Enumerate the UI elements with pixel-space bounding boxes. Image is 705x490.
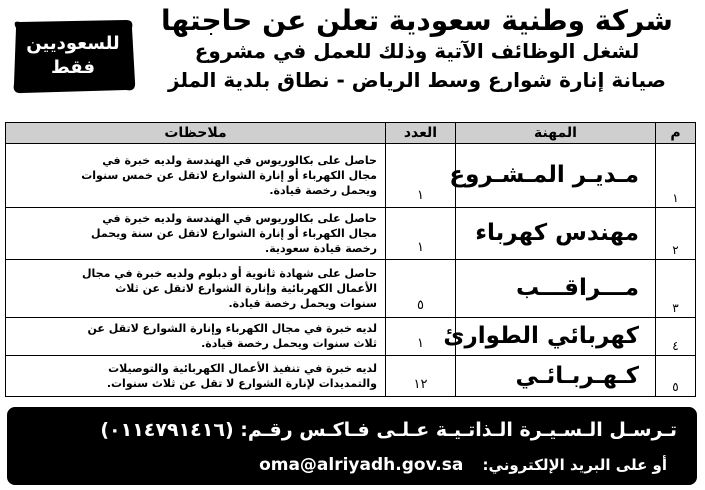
header-title: المهنة xyxy=(456,123,656,144)
job-count: ١ xyxy=(386,207,456,260)
project-name: صيانة إنارة شوارع وسط الرياض - نطاق بلدية الملز xyxy=(168,68,666,92)
row-num: ١ xyxy=(656,144,696,207)
table-header-row xyxy=(6,123,696,144)
job-title: كـهـربـائـي xyxy=(456,356,656,397)
table-row xyxy=(6,260,696,317)
ad-header xyxy=(137,4,697,94)
badge-text xyxy=(8,32,138,80)
contact-bar xyxy=(7,407,697,485)
row-num: ٣ xyxy=(656,260,696,317)
job-notes: حاصل على بكالوريوس في الهندسة ولديه خبرة في مجال الكهرباء أو إنارة الشوارع لاتقل عن خمس سنوات ويحمل رخصة قيادة. xyxy=(6,144,386,207)
job-count: ١ xyxy=(386,144,456,207)
row-num: ٤ xyxy=(656,317,696,356)
job-notes: لديه خبرة في تنفيذ الأعمال الكهربائية والتوصيلات والتمديدات لإنارة الشوارع لا تقل عن ثلاث سنوات. xyxy=(6,356,386,397)
job-title: مـــراقـــب xyxy=(456,260,656,317)
job-title: مهندس كهرباء xyxy=(456,207,656,260)
email-link[interactable]: oma@alriyadh.gov.sa xyxy=(259,455,464,475)
email-row xyxy=(259,455,667,475)
row-num: ٥ xyxy=(656,356,696,397)
badge-line-2: فقط xyxy=(50,57,95,78)
fax-text: تـرسـل الـسـيـرة الـذاتـيـة عـلـى فـاكـس رقـم: (٠١١٤٧٩١٤١٦) xyxy=(100,419,677,441)
header-count: العدد xyxy=(386,123,456,144)
job-title: كهربائي الطوارئ xyxy=(456,317,656,356)
job-count: ١ xyxy=(386,317,456,356)
job-count: ١٢ xyxy=(386,356,456,397)
table-row xyxy=(6,207,696,260)
job-notes: حاصل على بكالوريوس في الهندسة ولديه خبرة في مجال الكهرباء أو إنارة الشوارع لاتقل عن سنة ويحمل رخصة قيادة سعودية. xyxy=(6,207,386,260)
table-row xyxy=(6,356,696,397)
table-row xyxy=(6,317,696,356)
jobs-table xyxy=(5,122,696,397)
headline: شركة وطنية سعودية تعلن عن حاجتها xyxy=(161,4,673,37)
header-num: م xyxy=(656,123,696,144)
subheadline: لشغل الوظائف الآتية وذلك للعمل في مشروع xyxy=(194,39,640,63)
table-row xyxy=(6,144,696,207)
job-notes: حاصل على شهادة ثانوية أو دبلوم ولديه خبرة في مجال الأعمال الكهربائية وإنارة الشوارع لاتقل عن ثلاث سنوات ويحمل رخصة قيادة. xyxy=(6,260,386,317)
row-num: ٢ xyxy=(656,207,696,260)
job-notes: لديه خبرة في مجال الكهرباء وإنارة الشوارع لاتقل عن ثلاث سنوات ويحمل رخصة قيادة. xyxy=(6,317,386,356)
job-count: ٥ xyxy=(386,260,456,317)
badge-line-1: للسعوديين xyxy=(26,33,120,54)
saudis-only-badge xyxy=(8,16,138,96)
job-title: مـديـر المـشـروع xyxy=(456,144,656,207)
header-notes: ملاحظات xyxy=(6,123,386,144)
email-label: أو على البريد الإلكتروني: xyxy=(482,456,667,474)
